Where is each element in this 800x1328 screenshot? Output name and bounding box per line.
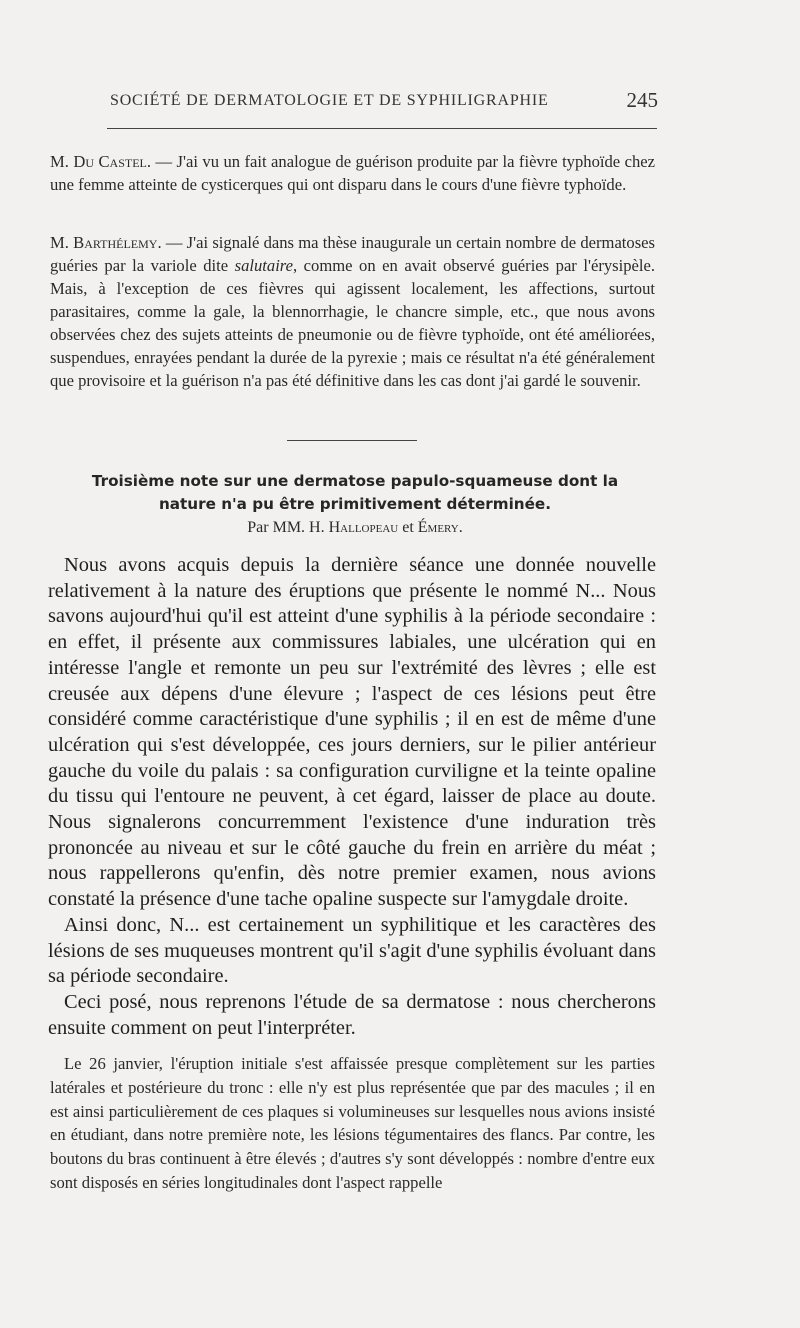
article-title	[50, 470, 660, 516]
observation-paragraph: Le 26 janvier, l'éruption initiale s'est affaissée presque complètement sur les parties latérales et postérieure du tronc : elle n'y est plus représentée que par des macules ; il en est ainsi particulièrement de ces plaques si volumineuses sur lesquelles nous avions insisté en étudiant, dans notre première note, les lésions tégumentaires des flancs. Par contre, les boutons du bras continuent à être élevés ; d'autres s'y sont développés : nombre d'entre eux sont disposés en séries longitudinales dont l'aspect rappelle	[50, 1054, 655, 1192]
article-byline	[50, 519, 660, 537]
page-number: 245	[626, 88, 658, 112]
byline-prefix: Par MM. H.	[247, 519, 329, 536]
italic-term: salutaire	[234, 256, 294, 275]
body-paragraph: Nous avons acquis depuis la dernière séance une donnée nouvelle relativement à la nature des éruptions que présente le nommé N... Nous savons aujourd'hui qu'il est atteint d'une syphilis à la période secondaire : en effet, il présente aux commissures labiales, une ulcération qui en intéresse l'angle et remonte un peu sur l'extrémité des lèvres ; elle est creusée aux dépens d'une élevure ; l'aspect de ces lésions peut être considéré comme caractéristique d'une syphilis ; il en est de même d'une ulcération qui s'est développée, ces jours derniers, sur le pilier antérieur gauche du voile du palais : sa configuration curviligne et la teinte opaline du tissu qui l'entoure ne peuvent, à cet égard, laisser de place au doute. Nous signalerons concurremment l'existence d'une induration très prononcée au niveau et sur le côté gauche du frein en arrière du méat ; nous rappellerons qu'enfin, dès notre premier examen, nous avions constaté la présence d'une tache opaline suspecte sur l'amygdale droite.	[48, 554, 656, 911]
running-head-title: SOCIÉTÉ DE DERMATOLOGIE ET DE SYPHILIGRAPHIE	[110, 92, 549, 109]
article-body	[48, 553, 656, 1041]
byline-conjunction: et	[398, 519, 418, 536]
author-name: Émery.	[417, 519, 463, 536]
clinical-observation	[50, 1052, 655, 1195]
header-rule	[107, 128, 657, 129]
section-separator	[287, 440, 417, 441]
article-title-line: nature n'a pu être primitivement déterminée.	[158, 495, 551, 513]
author-name: Hallopeau	[328, 519, 399, 536]
speaker-remark: — J'ai vu un fait analogue de guérison produite par la fièvre typhoïde chez une femme atteinte de cysticerques qui ont disparu dans le cours d'une fièvre typhoïde.	[50, 152, 655, 194]
speaker-remark-continued: , comme on en avait observé guéries par l'érysipèle. Mais, à l'exception de ces fièvres qui agissent localement, les affections, surtout parasitaires, comme la gale, la blennorrhagie, le chancre simple, etc., que nous avons observées chez des sujets atteints de pneumonie ou de fièvre typhoïde, ont été améliorées, suspendues, enrayées pendant la durée de la pyrexie ; mais ce résultat n'a été généralement que provisoire et la guérison n'a pas été définitive dans les cas dont j'ai gardé le souvenir.	[50, 256, 655, 390]
discussion-du-castel	[50, 150, 655, 196]
article-title-line: Troisième note sur une dermatose papulo-squameuse dont la	[91, 472, 619, 490]
speaker-remark: — J'ai signalé dans ma thèse inaugurale un certain nombre de dermatoses guéries par la variole dite	[50, 233, 655, 275]
discussion-barthelemy	[50, 231, 655, 392]
speaker-name: M. Barthélemy.	[50, 233, 162, 252]
body-paragraph: Ainsi donc, N... est certainement un syphilitique et les caractères des lésions de ses muqueuses montrent qu'il s'agit d'une syphilis évoluant dans sa période secondaire.	[48, 913, 656, 988]
body-paragraph: Ceci posé, nous reprenons l'étude de sa dermatose : nous chercherons ensuite comment on peut l'interpréter.	[48, 990, 656, 1039]
speaker-name: M. Du Castel.	[50, 152, 152, 171]
